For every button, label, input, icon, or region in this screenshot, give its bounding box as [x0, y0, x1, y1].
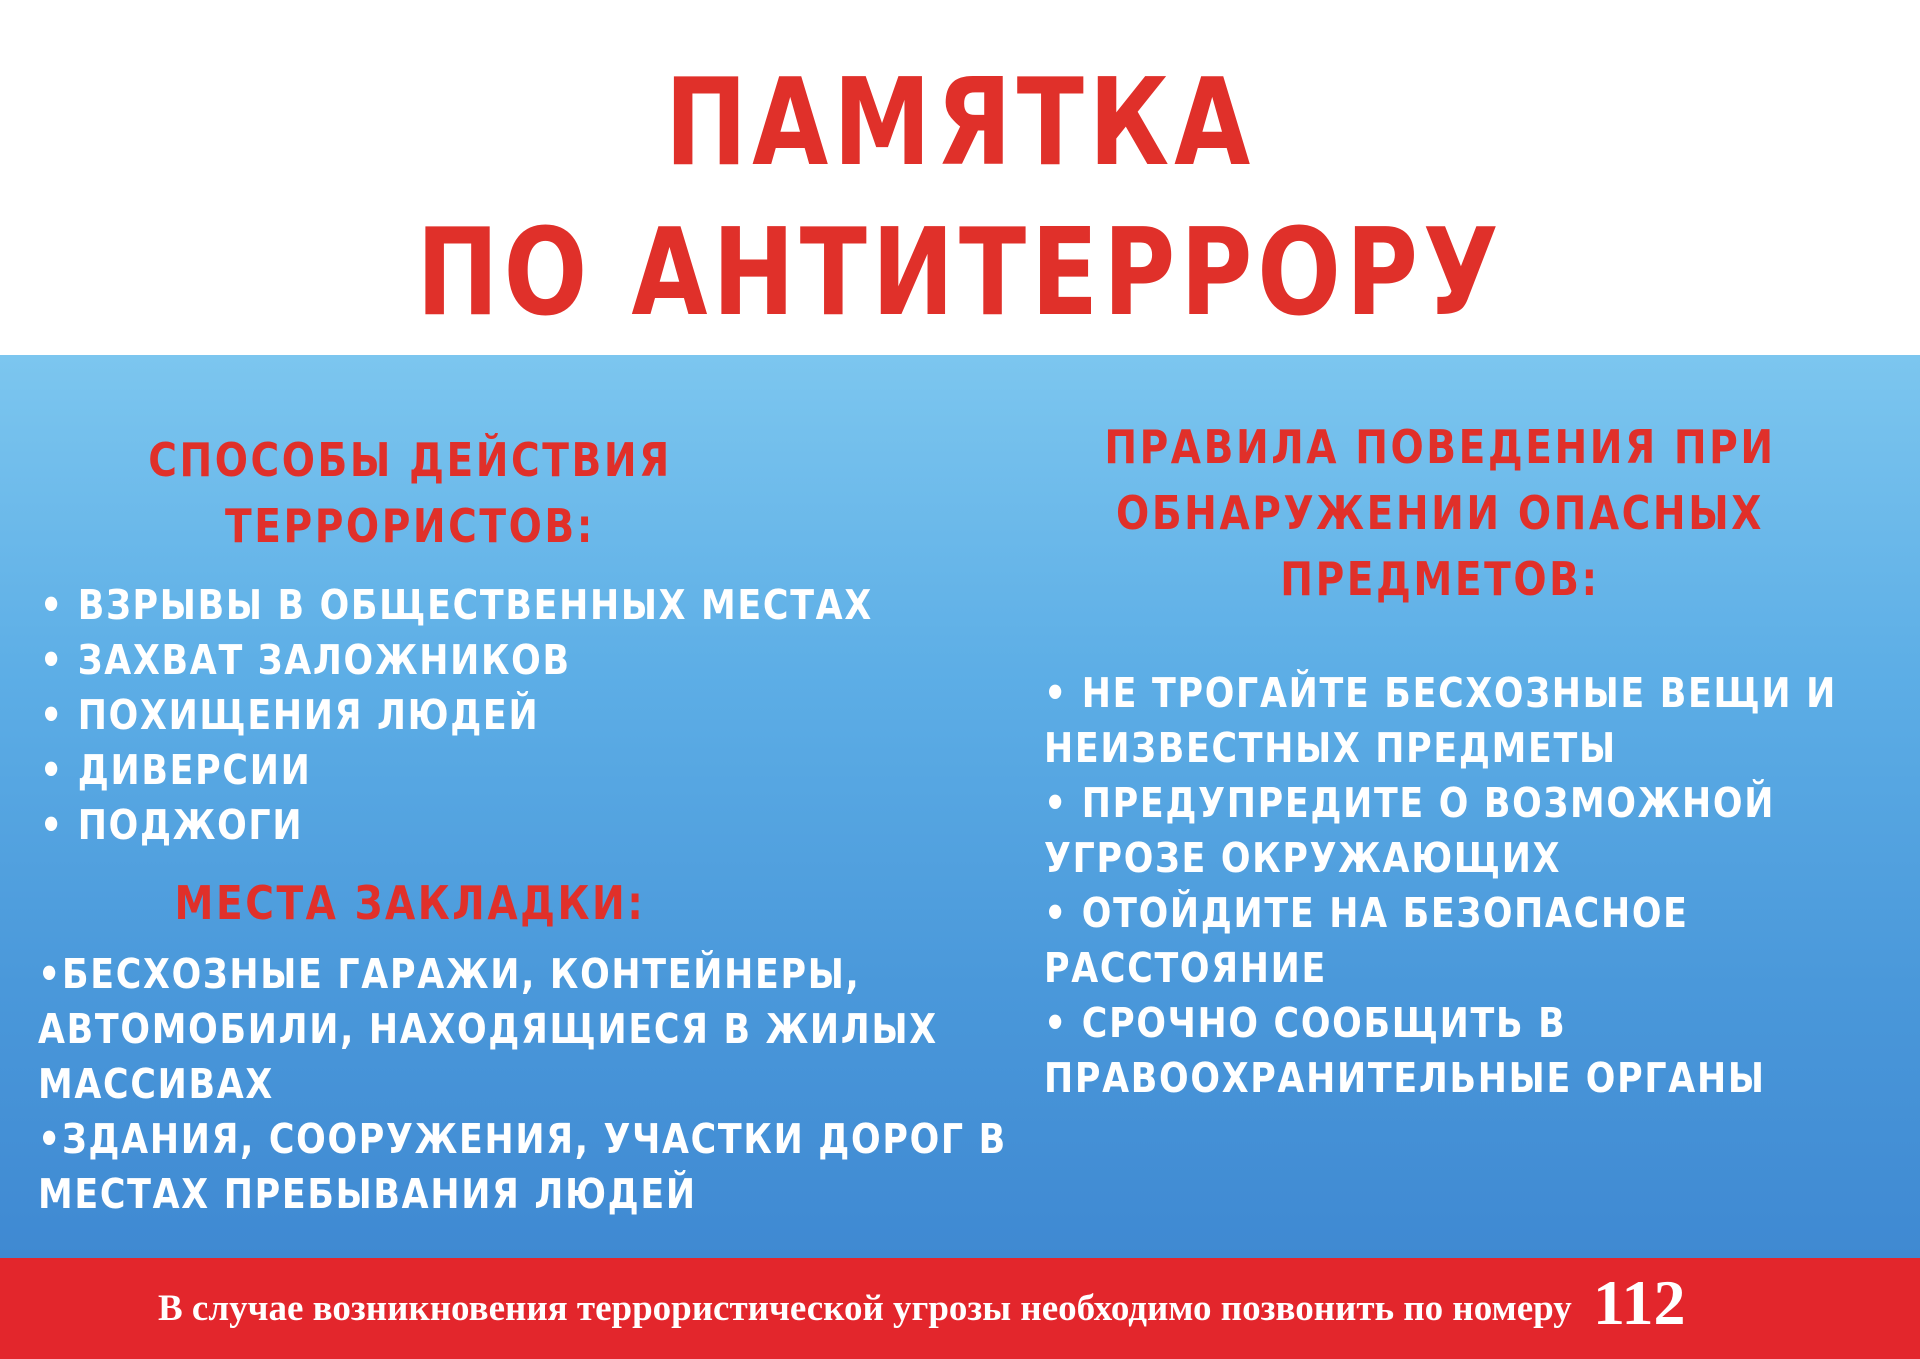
list-item: РАССТОЯНИЕ: [1044, 944, 1328, 992]
list-item: МАССИВАХ: [38, 1060, 274, 1108]
places-list: [38, 947, 1178, 1222]
poster-title-line-1: ПАМЯТКА: [664, 54, 1256, 193]
list-item: МЕСТАХ ПРЕБЫВАНИЯ ЛЮДЕЙ: [38, 1170, 697, 1218]
list-item: • СРОЧНО СООБЩИТЬ В: [1044, 999, 1567, 1047]
list-item: • ДИВЕРСИИ: [40, 746, 312, 794]
list-item: •ЗДАНИЯ, СООРУЖЕНИЯ, УЧАСТКИ ДОРОГ В: [38, 1115, 1007, 1163]
list-item: •БЕСХОЗНЫЕ ГАРАЖИ, КОНТЕЙНЕРЫ,: [38, 950, 861, 998]
methods-heading-line: СПОСОБЫ ДЕЙСТВИЯ: [148, 433, 672, 487]
footer-emergency-message: [158, 1268, 1808, 1344]
list-item: НЕИЗВЕСТНЫХ ПРЕДМЕТЫ: [1044, 724, 1617, 772]
rules-list: [1044, 666, 1920, 1106]
list-item: • ПОХИЩЕНИЯ ЛЮДЕЙ: [40, 691, 540, 739]
methods-list: [40, 578, 1020, 853]
list-item: • ОТОЙДИТЕ НА БЕЗОПАСНОЕ: [1044, 889, 1689, 937]
rules-heading-line: ОБНАРУЖЕНИИ ОПАСНЫХ: [1116, 486, 1764, 540]
list-item: • ПОДЖОГИ: [40, 801, 304, 849]
poster-title-line-2: ПО АНТИТЕРРОРУ: [416, 204, 1504, 343]
places-heading-line: МЕСТА ЗАКЛАДКИ:: [174, 876, 646, 930]
list-item: • ЗАХВАТ ЗАЛОЖНИКОВ: [40, 636, 571, 684]
rules-heading-line: ПРЕДМЕТОВ:: [1280, 552, 1600, 606]
rules-heading-line: ПРАВИЛА ПОВЕДЕНИЯ ПРИ: [1104, 420, 1776, 474]
list-item: • ВЗРЫВЫ В ОБЩЕСТВЕННЫХ МЕСТАХ: [40, 581, 873, 629]
list-item: АВТОМОБИЛИ, НАХОДЯЩИЕСЯ В ЖИЛЫХ: [38, 1005, 938, 1053]
places-heading: [138, 870, 682, 936]
rules-heading: [1066, 414, 1814, 612]
list-item: • ПРЕДУПРЕДИТЕ О ВОЗМОЖНОЙ: [1044, 779, 1776, 827]
footer-message-text: В случае возникновения террористической угрозы необходимо позвонить по номеру: [158, 1288, 1572, 1329]
methods-heading: [113, 427, 708, 559]
poster-header: [0, 0, 1920, 355]
emergency-phone-number: 112: [1592, 1267, 1686, 1338]
methods-heading-line: ТЕРРОРИСТОВ:: [225, 499, 595, 553]
list-item: ПРАВООХРАНИТЕЛЬНЫЕ ОРГАНЫ: [1044, 1054, 1766, 1102]
list-item: • НЕ ТРОГАЙТЕ БЕСХОЗНЫЕ ВЕЩИ И: [1044, 669, 1837, 717]
list-item: УГРОЗЕ ОКРУЖАЮЩИХ: [1044, 834, 1562, 882]
